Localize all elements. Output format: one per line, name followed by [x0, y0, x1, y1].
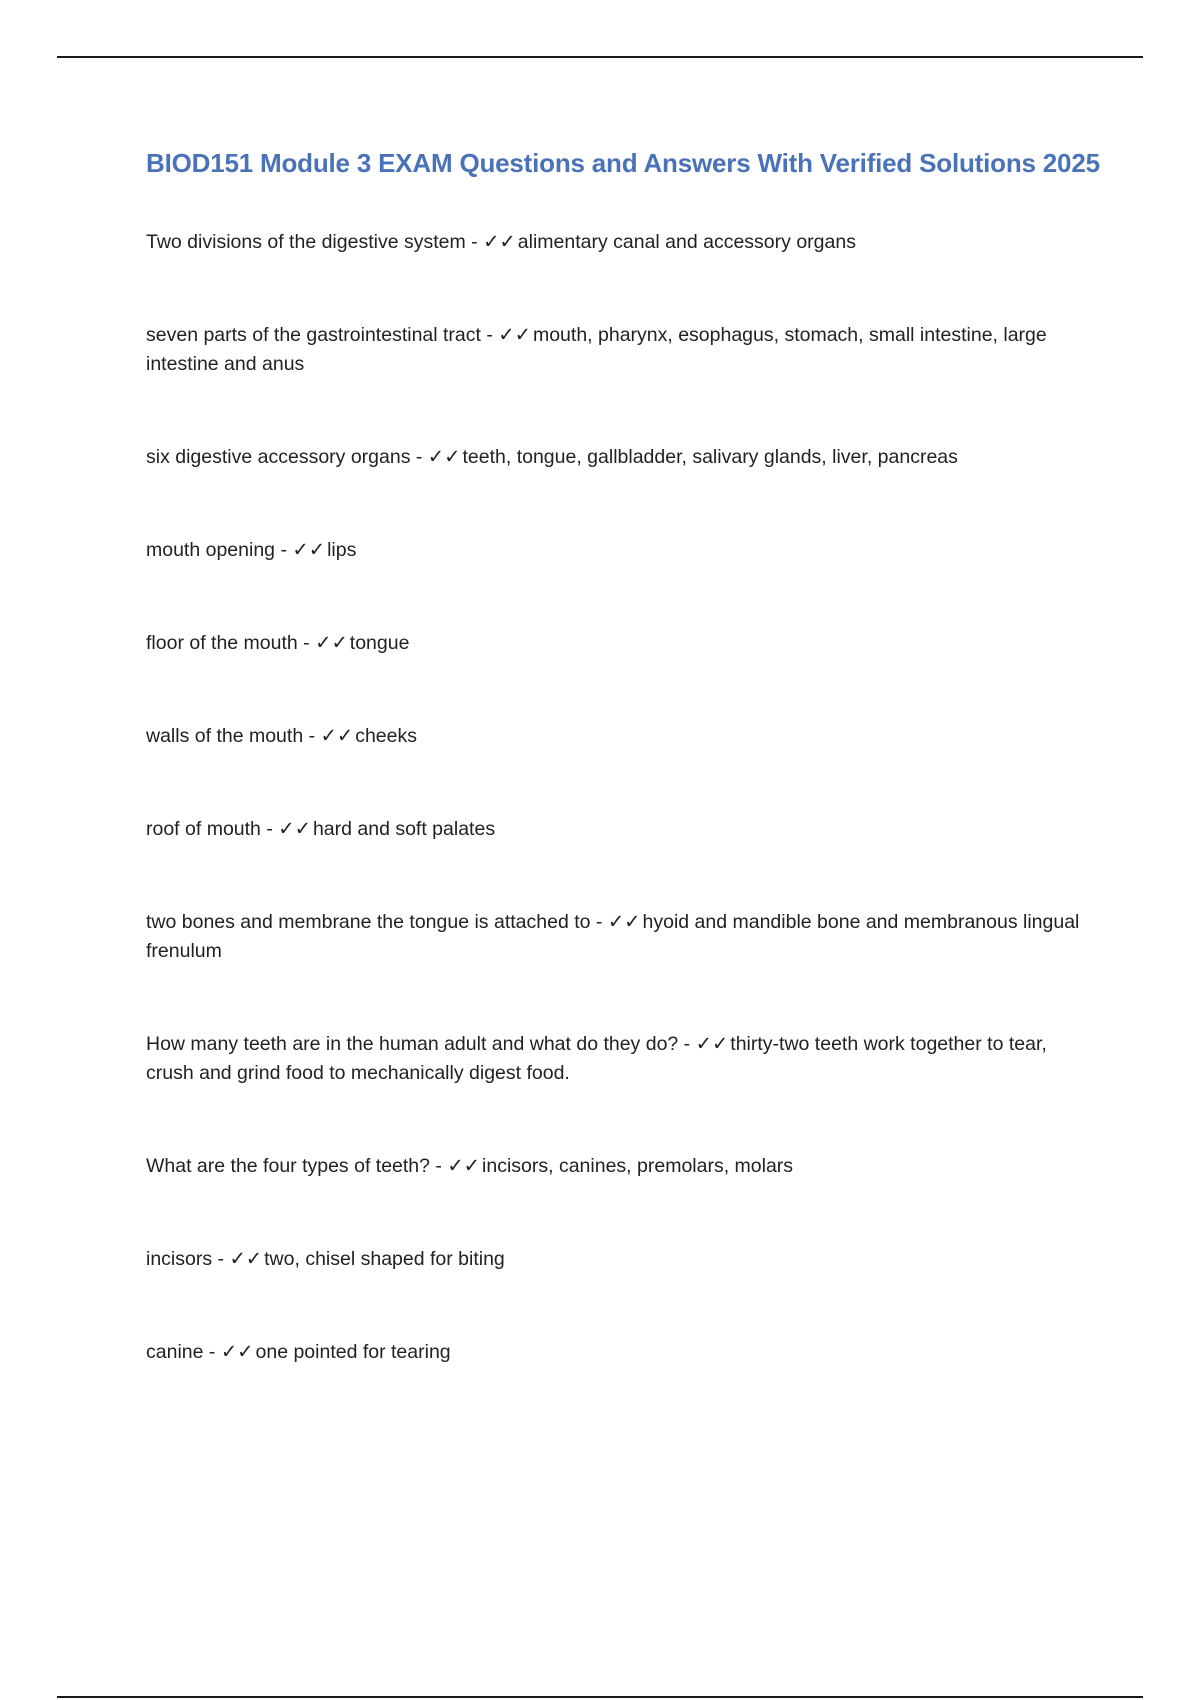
question-text: floor of the mouth: [146, 632, 298, 654]
separator: -: [430, 1155, 448, 1177]
answer-text: ✓✓ hyoid and mandible bone and membranous lingual frenulum: [146, 911, 1079, 962]
separator: -: [410, 446, 428, 468]
qa-item: [146, 228, 1096, 257]
separator: -: [465, 231, 484, 253]
qa-item: [146, 629, 1096, 658]
question-text: mouth opening: [146, 539, 276, 561]
qa-item: [146, 443, 1096, 472]
answer-text: ✓✓ tongue: [315, 632, 409, 654]
answer-text: ✓✓ thirty-two teeth work together to tear, crush and grind food to mechanically digest food.: [146, 1033, 1047, 1084]
document-body: [146, 146, 1100, 1431]
answer-text: ✓✓ one pointed for tearing: [221, 1341, 451, 1363]
answer-text: ✓✓ alimentary canal and accessory organs: [483, 231, 856, 253]
separator: -: [260, 818, 279, 840]
qa-item: [146, 722, 1096, 751]
answer-text: ✓✓ incisors, canines, premolars, molars: [447, 1155, 793, 1177]
separator: -: [212, 1248, 230, 1270]
answer-text: ✓✓ hard and soft palates: [278, 818, 495, 840]
answer-text: ✓✓ two, chisel shaped for biting: [229, 1248, 504, 1270]
qa-item: [146, 1338, 1096, 1367]
answer-text: ✓✓ teeth, tongue, gallbladder, salivary glands, liver, pancreas: [428, 446, 958, 468]
question-text: walls of the mouth: [146, 725, 304, 747]
question-text: seven parts of the gastrointestinal tract: [146, 324, 481, 346]
separator: -: [590, 911, 608, 933]
question-text: How many teeth are in the human adult and what do they do?: [146, 1033, 679, 1055]
question-text: What are the four types of teeth?: [146, 1155, 430, 1177]
question-text: two bones and membrane the tongue is attached to: [146, 911, 591, 933]
separator: -: [275, 539, 293, 561]
answer-text: ✓✓ mouth, pharynx, esophagus, stomach, small intestine, large intestine and anus: [146, 324, 1047, 375]
qa-item: [146, 1152, 1096, 1181]
separator: -: [297, 632, 316, 654]
question-text: roof of mouth: [146, 818, 261, 840]
qa-item: [146, 536, 1096, 565]
separator: -: [203, 1341, 221, 1363]
qa-list: [146, 228, 1096, 1367]
qa-item: [146, 321, 1096, 379]
qa-item: [146, 1030, 1096, 1088]
answer-text: ✓✓ cheeks: [321, 725, 417, 747]
separator: -: [303, 725, 321, 747]
document-title: BIOD151 Module 3 EXAM Questions and Answers With Verified Solutions 2025: [146, 148, 1100, 178]
qa-item: [146, 1245, 1096, 1274]
question-text: incisors: [146, 1248, 213, 1270]
footer-rule: [57, 1696, 1143, 1698]
question-text: six digestive accessory organs: [146, 446, 411, 468]
separator: -: [480, 324, 499, 346]
question-text: Two divisions of the digestive system: [146, 231, 466, 253]
qa-item: [146, 815, 1096, 844]
qa-item: [146, 908, 1096, 966]
question-text: canine: [146, 1341, 204, 1363]
answer-text: ✓✓ lips: [292, 539, 356, 561]
header-rule: [57, 56, 1143, 58]
separator: -: [678, 1033, 696, 1055]
